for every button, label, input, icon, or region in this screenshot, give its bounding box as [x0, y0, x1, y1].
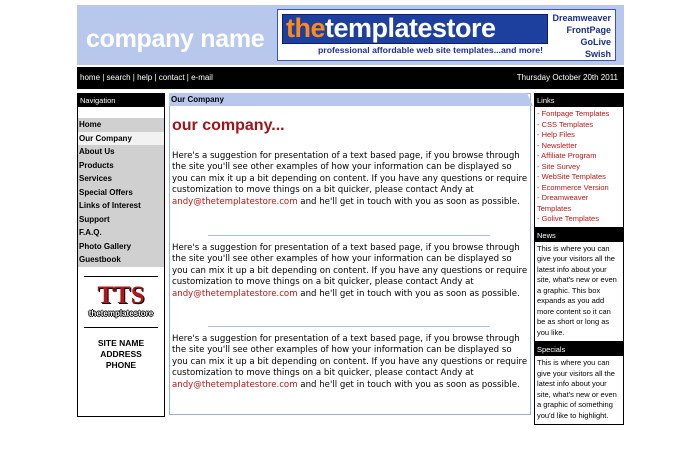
banner-product: Dreamweaver — [552, 13, 611, 23]
page-title: our company... — [172, 117, 285, 134]
banner-tagline: professional affordable web site templates...and more! — [282, 44, 548, 57]
banner-logo — [282, 14, 548, 44]
right-link-label[interactable]: CSS Templates — [541, 119, 594, 129]
links-list — [535, 107, 623, 227]
link-bullet: - — [537, 140, 542, 150]
news-heading: News — [535, 229, 623, 242]
paragraph-text: and he'll get in touch with you as soon as possible. — [297, 196, 520, 207]
specials-text: This is where you can give your visitors all the latest info about your site, what's new or even a graphic of something you'd like to highlight. — [537, 358, 617, 420]
left-navigation — [77, 93, 165, 417]
right-link-label[interactable]: Ecommerce Version — [541, 182, 609, 192]
right-link-label[interactable]: Golive Templates — [541, 214, 599, 223]
site-address: ADDRESS — [100, 348, 142, 359]
link-bullet: - — [537, 214, 542, 223]
nav-divider — [84, 327, 158, 328]
news-box — [534, 228, 624, 343]
nav-list — [78, 118, 164, 267]
email-link[interactable]: andy@thetemplatestore.com — [172, 288, 298, 299]
link-bullet: - — [537, 193, 542, 202]
top-link-home[interactable]: home — [80, 73, 101, 82]
nav-item-home[interactable]: Home — [78, 118, 164, 132]
tts-logo — [78, 282, 164, 319]
top-nav-links — [80, 67, 213, 89]
paragraph-text: and he'll get in touch with you as soon as possible. — [297, 288, 520, 299]
banner-product: GoLive — [580, 37, 611, 47]
right-link-item[interactable] — [537, 172, 621, 183]
right-link-label[interactable]: Affiliate Program — [541, 151, 597, 160]
top-nav-bar — [77, 67, 624, 89]
nav-item-services[interactable]: Services — [78, 172, 164, 186]
nav-item-products[interactable]: Products — [78, 159, 164, 173]
content-paragraph — [172, 243, 528, 300]
specials-box — [534, 342, 624, 425]
top-link-separator: | — [130, 73, 138, 82]
top-link-help[interactable]: help — [137, 73, 153, 82]
nav-item-special-offers[interactable]: Special Offers — [78, 186, 164, 200]
nav-item-f-a-q[interactable]: F.A.Q. — [78, 226, 164, 240]
right-link-label[interactable]: Help Files — [541, 130, 575, 139]
right-link-label[interactable]: WebSite Templates — [541, 172, 606, 181]
site-info — [78, 338, 164, 371]
right-link-item[interactable] — [537, 120, 621, 131]
right-link-item[interactable] — [537, 109, 621, 120]
link-bullet: - — [537, 109, 542, 118]
paragraph-text: Here's a suggestion for presentation of a text based page, if you browse through the site you'll see other examples of how your information can be displayed so you can mix it up a bit depending on content. If you have any questions or require customization to move things on a bit quicker, please contact Andy at — [172, 243, 528, 288]
right-link-label[interactable]: Newsletter — [541, 140, 578, 150]
link-bullet: - — [537, 182, 542, 192]
main-content — [169, 93, 531, 415]
top-link-separator: | — [184, 73, 192, 82]
nav-item-about-us[interactable]: About Us — [78, 145, 164, 159]
right-link-item[interactable] — [537, 162, 621, 173]
paragraph-text: Here's a suggestion for presentation of a text based page, if you browse through the site you'll see other examples of how your information can be displayed so you can mix it up a bit depending on content. If you have any questions or require customization to move things on a bit quicker, please contact Andy at — [172, 151, 528, 196]
logo-the: the — [286, 14, 325, 43]
email-link[interactable]: andy@thetemplatestore.com — [172, 196, 298, 207]
nav-item-guestbook[interactable]: Guestbook — [78, 253, 164, 267]
nav-item-support[interactable]: Support — [78, 213, 164, 227]
content-divider — [208, 326, 490, 327]
paragraph-text: Here's a suggestion for presentation of a text based page, if you browse through the site you'll see other examples of how your information can be displayed so you can mix it up a bit depending on content. If you have any questions or require customization to move things on a bit quicker, please contact Andy at — [172, 334, 528, 379]
banner-product: Swish — [584, 49, 611, 59]
company-name: company name — [86, 25, 265, 53]
logo-templatestore: templatestore — [325, 14, 496, 43]
right-link-item[interactable] — [537, 151, 621, 162]
link-bullet: - — [537, 161, 542, 171]
news-text: This is where you can give your visitors all the latest info about your site, what's new or even a graphic. This box expands as you add more content so it can be as short or long as you like. — [537, 243, 617, 337]
top-link-search[interactable]: search — [106, 73, 131, 82]
email-link[interactable]: andy@thetemplatestore.com — [172, 379, 298, 390]
nav-heading: Navigation — [78, 94, 164, 107]
right-link-item[interactable] — [537, 193, 621, 214]
template-store-banner[interactable] — [277, 9, 616, 61]
content-divider — [208, 235, 490, 236]
right-link-item[interactable] — [537, 141, 621, 152]
banner-products — [552, 12, 611, 60]
right-column — [534, 93, 624, 425]
content-tab: Our Company — [169, 93, 527, 106]
right-link-label[interactable]: Dreamweaver Templates — [537, 193, 589, 213]
links-box — [534, 93, 624, 228]
page — [77, 5, 624, 420]
site-phone: PHONE — [105, 359, 137, 370]
top-link-separator: | — [152, 73, 159, 82]
site-name: SITE NAME — [97, 337, 145, 348]
content-paragraph — [172, 151, 528, 208]
specials-heading: Specials — [535, 343, 623, 356]
nav-item-links-of-interest[interactable]: Links of Interest — [78, 199, 164, 213]
top-link-separator: | — [100, 73, 107, 82]
links-heading: Links — [535, 94, 623, 107]
right-link-item[interactable] — [537, 130, 621, 141]
paragraph-text: and he'll get in touch with you as soon as possible. — [297, 379, 520, 390]
nav-divider — [84, 276, 158, 277]
right-link-label[interactable]: Fontpage Templates — [541, 109, 610, 118]
tts-logo-text: TTS — [97, 281, 145, 309]
tts-logo-subtext: thetemplatestore — [88, 308, 154, 318]
link-bullet: - — [537, 130, 542, 139]
top-link-email[interactable]: e-mail — [191, 73, 213, 82]
header — [77, 5, 624, 65]
nav-item-photo-gallery[interactable]: Photo Gallery — [78, 240, 164, 254]
right-link-item[interactable] — [537, 183, 621, 194]
content-paragraph — [172, 334, 528, 391]
nav-item-our-company[interactable]: Our Company — [78, 132, 164, 146]
right-link-label[interactable]: Site Survey — [541, 161, 580, 171]
link-bullet: - — [537, 172, 542, 181]
link-bullet: - — [537, 119, 542, 129]
current-date: Thursday October 20th 2011 — [516, 73, 618, 82]
link-bullet: - — [537, 151, 542, 160]
right-link-item[interactable] — [537, 214, 621, 225]
banner-product: FrontPage — [566, 25, 611, 35]
top-link-contact[interactable]: contact — [158, 73, 185, 82]
